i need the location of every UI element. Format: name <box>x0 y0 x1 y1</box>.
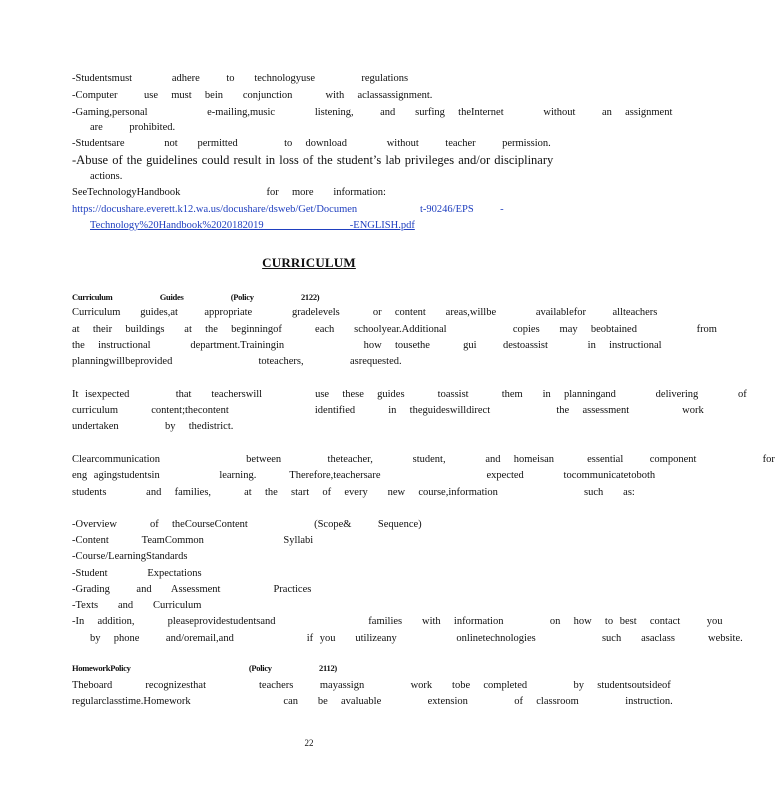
list-item-continuation: by phone and/oremail,and if you utilizeany onlinetechnologies such asaclass website. <box>90 633 743 644</box>
rule-gaming-prohibited: -Gaming,personal e-mailing,music listening, and surfing theInternet without an assignment <box>72 107 673 118</box>
handbook-link-part3[interactable]: Technology%20Handbook%2020182019 -ENGLISH.pdf <box>90 220 415 231</box>
rule-no-download: -Studentsare not permitted to download without teacher permission. <box>72 138 551 149</box>
list-item: -Course/LearningStandards <box>72 551 188 562</box>
homework-para-line: regularclasstime.Homework can be avaluable extension of classroom instruction. <box>72 696 673 707</box>
list-item: -Content TeamCommon Syllabi <box>72 535 314 546</box>
list-item: -In addition, pleaseprovidestudentsand families with information on how to best contact you <box>72 616 723 627</box>
page-number: 22 <box>304 738 314 748</box>
rule-adhere-regulations: -Studentsmust adhere to technologyuse regulations <box>72 73 409 84</box>
list-item: -Texts and Curriculum <box>72 600 202 611</box>
curriculum-para3-line: Clearcommunication between theteacher, student, and homeisan essential component for <box>72 454 775 465</box>
curriculum-para1-line: the instructional department.Trainingin how tousethe gui destoassist in instructional <box>72 340 662 351</box>
rule-abuse-consequences-cont: actions. <box>90 171 123 182</box>
homework-para-line: Theboard recognizesthat teachers mayassign work tobe completed by studentsoutsideof <box>72 680 671 691</box>
list-item: -Student Expectations <box>72 568 202 579</box>
rule-abuse-consequences: -Abuse of the guidelines could result in loss of the student’s lab privileges and/or disciplinary <box>72 153 554 167</box>
homework-policy-subheading: HomeworkPolicy (Policy 2112) <box>72 663 337 673</box>
list-item: -Overview of theCourseContent (Scope& Sequence) <box>72 519 422 530</box>
curriculum-para2-line: It isexpected that teacherswill use these guides toassist them in planningand delivering of <box>72 389 747 400</box>
curriculum-para1-line: planningwillbeprovided toteachers, asrequested. <box>72 356 402 367</box>
rule-gaming-prohibited-cont: are prohibited. <box>90 122 176 133</box>
rule-computer-use: -Computer use must bein conjunction with aclassassignment. <box>72 90 433 101</box>
curriculum-para2-line: curriculum content;thecontent identified in theguideswilldirect the assessment work <box>72 405 704 416</box>
curriculum-para2-line: undertaken by thedistrict. <box>72 421 234 432</box>
handbook-link-part2[interactable]: t-90246/EPS - <box>420 204 504 215</box>
curriculum-para1-line: Curriculum guides,at appropriate gradelevels or content areas,willbe availablefor allteachers <box>72 307 658 318</box>
handbook-link-part1[interactable]: https://docushare.everett.k12.wa.us/docushare/dsweb/Get/Documen <box>72 204 358 215</box>
curriculum-para3-line: students and families, at the start of every new course,information such as: <box>72 487 635 498</box>
curriculum-para1-line: at their buildings at the beginningof each schoolyear.Additional copies may beobtained from <box>72 324 717 335</box>
curriculum-para3-line: eng agingstudentsin learning. Therefore,teachersare expected tocommunicatetoboth <box>72 470 656 481</box>
list-item: -Grading and Assessment Practices <box>72 584 312 595</box>
curriculum-guides-subheading: Curriculum Guides (Policy 2122) <box>72 292 320 302</box>
curriculum-heading: CURRICULUM <box>262 255 356 270</box>
handbook-reference: SeeTechnologyHandbook for more information: <box>72 187 386 198</box>
